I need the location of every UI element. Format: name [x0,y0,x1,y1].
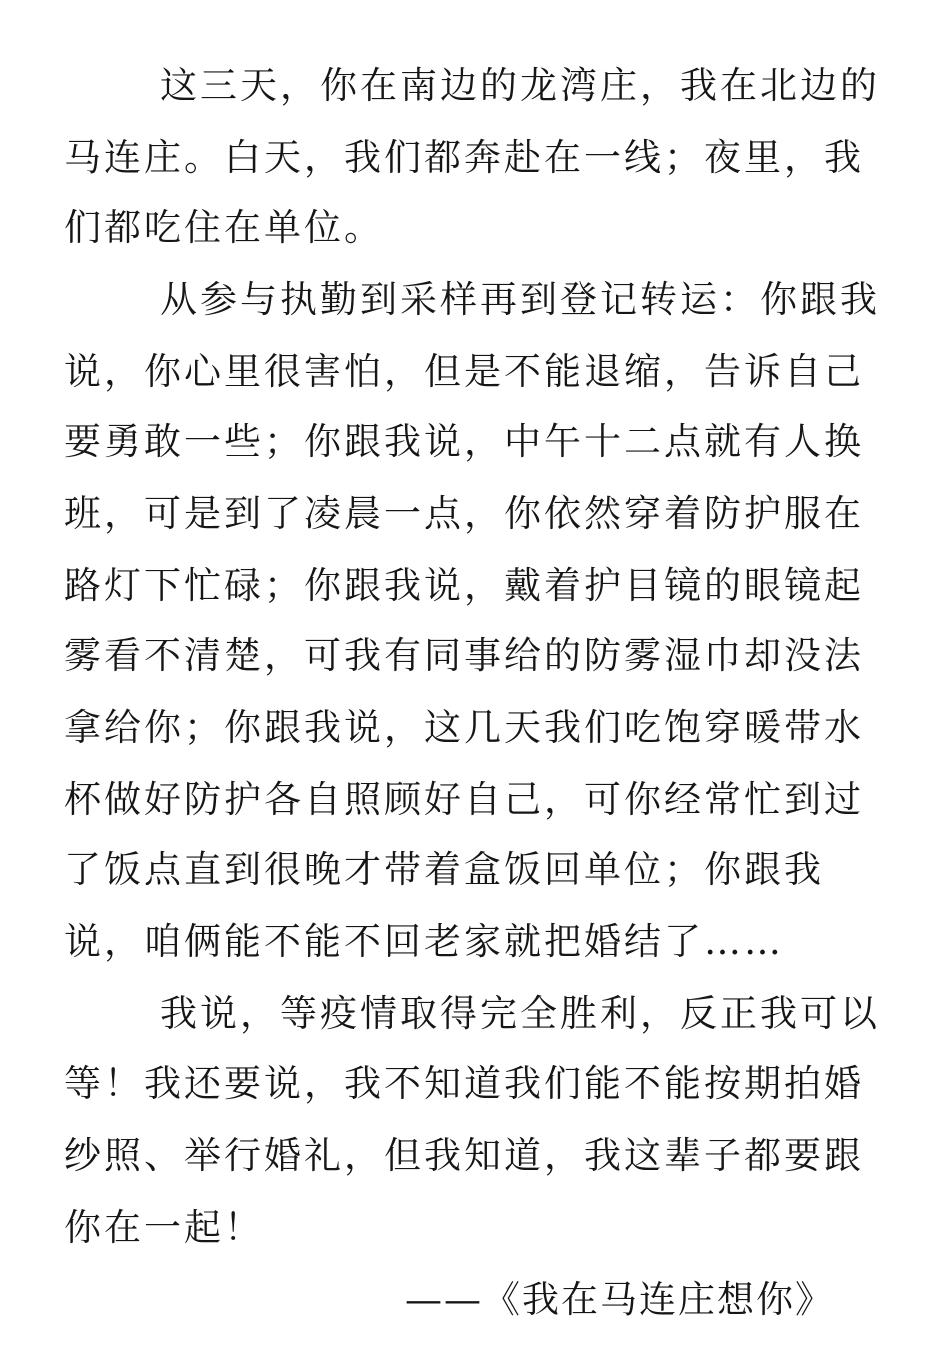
paragraph-2-line-10: 说，咱俩能不能不回老家就把婚结了…… [64,920,784,963]
paragraph-2-line-8: 杯做好防护各自照顾好自己，可你经常忙到过 [64,778,864,821]
paragraph-2-line-5: 路灯下忙碌；你跟我说，戴着护目镜的眼镜起 [64,564,864,607]
attribution-title: ——《我在马连庄想你》 [405,1278,834,1321]
paragraph-3-line-2: 等！我还要说，我不知道我们能不能按期拍婚 [64,1062,864,1105]
paragraph-2-line-1: 从参与执勤到采样再到登记转运：你跟我 [160,278,880,321]
paragraph-1-line-1: 这三天，你在南边的龙湾庄，我在北边的 [160,64,880,107]
paragraph-3-line-3: 纱照、举行婚礼，但我知道，我这辈子都要跟 [64,1134,864,1177]
paragraph-2-line-7: 拿给你；你跟我说，这几天我们吃饱穿暖带水 [64,706,864,749]
paragraph-2-line-3: 要勇敢一些；你跟我说，中午十二点就有人换 [64,420,864,463]
paragraph-3-line-1: 我说，等疫情取得完全胜利，反正我可以 [160,992,880,1035]
paragraph-3-line-4: 你在一起！ [64,1206,264,1249]
paragraph-2-line-2: 说，你心里很害怕，但是不能退缩，告诉自己 [64,350,864,393]
paragraph-1-line-3: 们都吃住在单位。 [64,206,384,249]
paragraph-2-line-4: 班，可是到了凌晨一点，你依然穿着防护服在 [64,492,864,535]
paragraph-2-line-6: 雾看不清楚，可我有同事给的防雾湿巾却没法 [64,634,864,677]
paragraph-1-line-2: 马连庄。白天，我们都奔赴在一线；夜里，我 [64,136,864,179]
paragraph-2-line-9: 了饭点直到很晚才带着盒饭回单位；你跟我 [64,848,824,891]
